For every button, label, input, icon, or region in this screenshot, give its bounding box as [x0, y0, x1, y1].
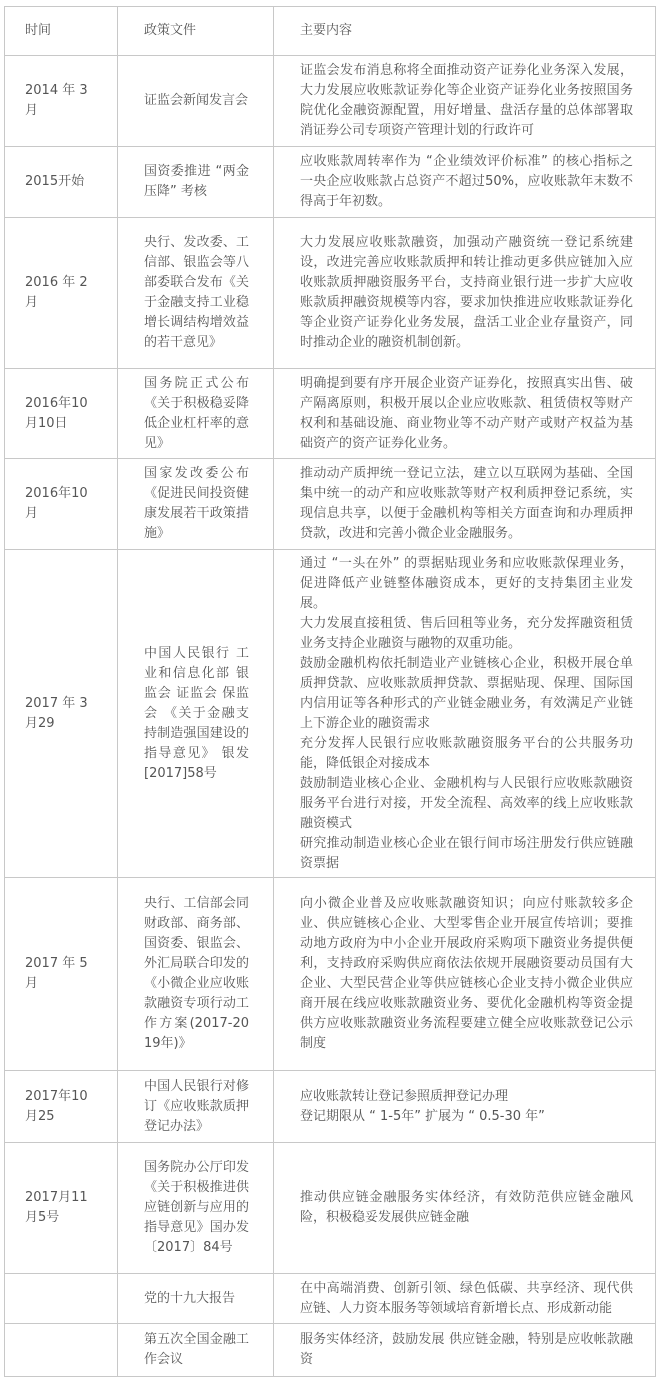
table-row — [5, 369, 656, 459]
table-row — [5, 550, 656, 878]
table-row — [5, 1324, 656, 1377]
time-cell — [5, 1324, 118, 1377]
policy-cell: 证监会新闻发言会 — [118, 56, 274, 147]
table-row — [5, 1143, 656, 1274]
table-row — [5, 1274, 656, 1324]
time-cell: 2017年10月25 — [5, 1071, 118, 1143]
table-row — [5, 218, 656, 369]
header-policy: 政策文件 — [118, 7, 274, 56]
header-content: 主要内容 — [274, 7, 656, 56]
content-paragraph: 服务实体经济，鼓励发展 供应链金融，特别是应收帐款融资 — [300, 1332, 633, 1367]
policy-table — [4, 6, 656, 1377]
time-cell: 2016年10月10日 — [5, 369, 118, 459]
content-cell — [274, 878, 656, 1071]
time-cell — [5, 1274, 118, 1324]
table-row — [5, 1071, 656, 1143]
time-cell: 2017 年 5 月 — [5, 878, 118, 1071]
time-cell: 2017月11月5号 — [5, 1143, 118, 1274]
policy-cell: 中国人民银行对修订《应收账款质押登记办法》 — [118, 1071, 274, 1143]
content-cell — [274, 56, 656, 147]
header-time: 时间 — [5, 7, 118, 56]
policy-cell: 党的十九大报告 — [118, 1274, 274, 1324]
content-cell — [274, 218, 656, 369]
time-cell: 2016 年 2 月 — [5, 218, 118, 369]
time-cell: 2017 年 3 月29 — [5, 550, 118, 878]
content-paragraph: 鼓励制造业核心企业、金融机构与人民银行应收账款融资服务平台进行对接，开发全流程、高效率的线上应收账款融资模式 — [300, 775, 633, 831]
content-paragraph: 应收账款转让登记参照质押登记办理 — [300, 1088, 509, 1104]
content-paragraph: 向小微企业普及应收账款融资知识；向应付账款较多企业、供应链核心企业、大型零售企业开展宣传培训；要推动地方政府为中小企业开展政府采购项下融资业务提供便利，支持政府采购供应商依法依规开展融资要动员国有大企业、大型民营企业等供应链核心企业支持小微企业供应商开展在线应收账款融资业务、要优化金融机构等资金提供方应收账款融资业务流程要建立健全应收账款登记公示制度 — [300, 896, 633, 1051]
content-paragraph: 通过 “一头在外” 的票据贴现业务和应收账款保理业务，促进降低产业链整体融资成本，更好的支持集团主业发展。 — [300, 555, 633, 611]
policy-cell: 央行、发改委、工信部、银监会等八部委联合发布《关于金融支持工业稳增长调结构增效益的若干意见》 — [118, 218, 274, 369]
content-paragraph: 推动供应链金融服务实体经济，有效防范供应链金融风险，积极稳妥发展供应链金融 — [300, 1190, 633, 1225]
table-row — [5, 878, 656, 1071]
policy-cell: 第五次全国金融工作会议 — [118, 1324, 274, 1377]
content-cell — [274, 550, 656, 878]
policy-cell: 中国人民银行 工业和信息化部 银监会 证监会 保监会 《关于金融支持制造强国建设的指导意见》 银发[2017]58号 — [118, 550, 274, 878]
content-paragraph: 鼓励金融机构依托制造业产业链核心企业，积极开展仓单质押贷款、应收账款质押贷款、票据贴现、保理、国际国内信用证等各种形式的产业链金融业务，有效满足产业链上下游企业的融资需求 — [300, 655, 633, 731]
content-cell — [274, 1143, 656, 1274]
content-paragraph: 研究推动制造业核心企业在银行间市场注册发行供应链融资票据 — [300, 835, 633, 871]
time-cell: 2016年10月 — [5, 459, 118, 550]
content-paragraph: 大力发展应收账款融资，加强动产融资统一登记系统建设，改进完善应收账款质押和转让推动更多供应链加入应收账款质押融资服务平台，支持商业银行进一步扩大应收账款质押融资规模等内容，要求加快推进应收账款证券化等企业资产证券化业务发展，盘活工业企业存量资产，同时推动企业的融资机制创新。 — [300, 235, 633, 350]
table-row — [5, 147, 656, 218]
content-paragraph: 证监会发布消息称将全面推动资产证券化业务深入发展，大力发展应收账款证券化等企业资产证券化业务按照国务院优化金融资源配置，用好增量、盘活存量的总体部署取消证券公司专项资产管理计划的行政许可 — [300, 63, 633, 138]
time-cell: 2015开始 — [5, 147, 118, 218]
content-cell — [274, 1324, 656, 1377]
policy-cell: 国家发改委公布《促进民间投资健康发展若干政策措施》 — [118, 459, 274, 550]
content-cell — [274, 1071, 656, 1143]
policy-cell: 国务院正式公布《关于积极稳妥降低企业杠杆率的意见》 — [118, 369, 274, 459]
table-header-row — [5, 7, 656, 56]
content-paragraph: 登记期限从 “ 1-5年” 扩展为 “ 0.5-30 年” — [300, 1108, 545, 1124]
content-paragraph: 推动动产质押统一登记立法，建立以互联网为基础、全国集中统一的动产和应收账款等财产权利质押登记系统，实现信息共享，以便于金融机构等相关方面查询和办理质押贷款，改进和完善小微企业金融服务。 — [300, 466, 633, 541]
content-cell — [274, 369, 656, 459]
policy-cell: 国资委推进 “两金压降” 考核 — [118, 147, 274, 218]
table-row — [5, 56, 656, 147]
content-cell — [274, 147, 656, 218]
table-row — [5, 459, 656, 550]
content-paragraph: 在中高端消费、创新引领、绿色低碳、共享经济、现代供应链、人力资本服务等领域培育新增长点、形成新动能 — [300, 1280, 633, 1316]
content-paragraph: 大力发展直接租赁、售后回租等业务，充分发挥融资租赁业务支持企业融资与融物的双重功能。 — [300, 615, 633, 651]
time-cell: 2014 年 3 月 — [5, 56, 118, 147]
content-paragraph: 充分发挥人民银行应收账款融资服务平台的公共服务功能，降低银企对接成本 — [300, 735, 633, 771]
content-cell — [274, 1274, 656, 1324]
policy-cell: 国务院办公厅印发《关于积极推进供应链创新与应用的指导意见》国办发〔2017〕84号 — [118, 1143, 274, 1274]
policy-cell: 央行、工信部会同财政部、商务部、国资委、银监会、外汇局联合印发的《小微企业应收账款融资专项行动工作方案(2017-2019年)》 — [118, 878, 274, 1071]
content-paragraph: 明确提到要有序开展企业资产证券化，按照真实出售、破产隔离原则，积极开展以企业应收账款、租赁债权等财产权利和基础设施、商业物业等不动产财产或财产权益为基础资产的资产证券化业务。 — [300, 375, 633, 451]
content-cell — [274, 459, 656, 550]
content-paragraph: 应收账款周转率作为 “企业绩效评价标准” 的核心指标之一央企应收账款占总资产不超过50%，应收账款年末数不得高于年初数。 — [300, 154, 633, 209]
